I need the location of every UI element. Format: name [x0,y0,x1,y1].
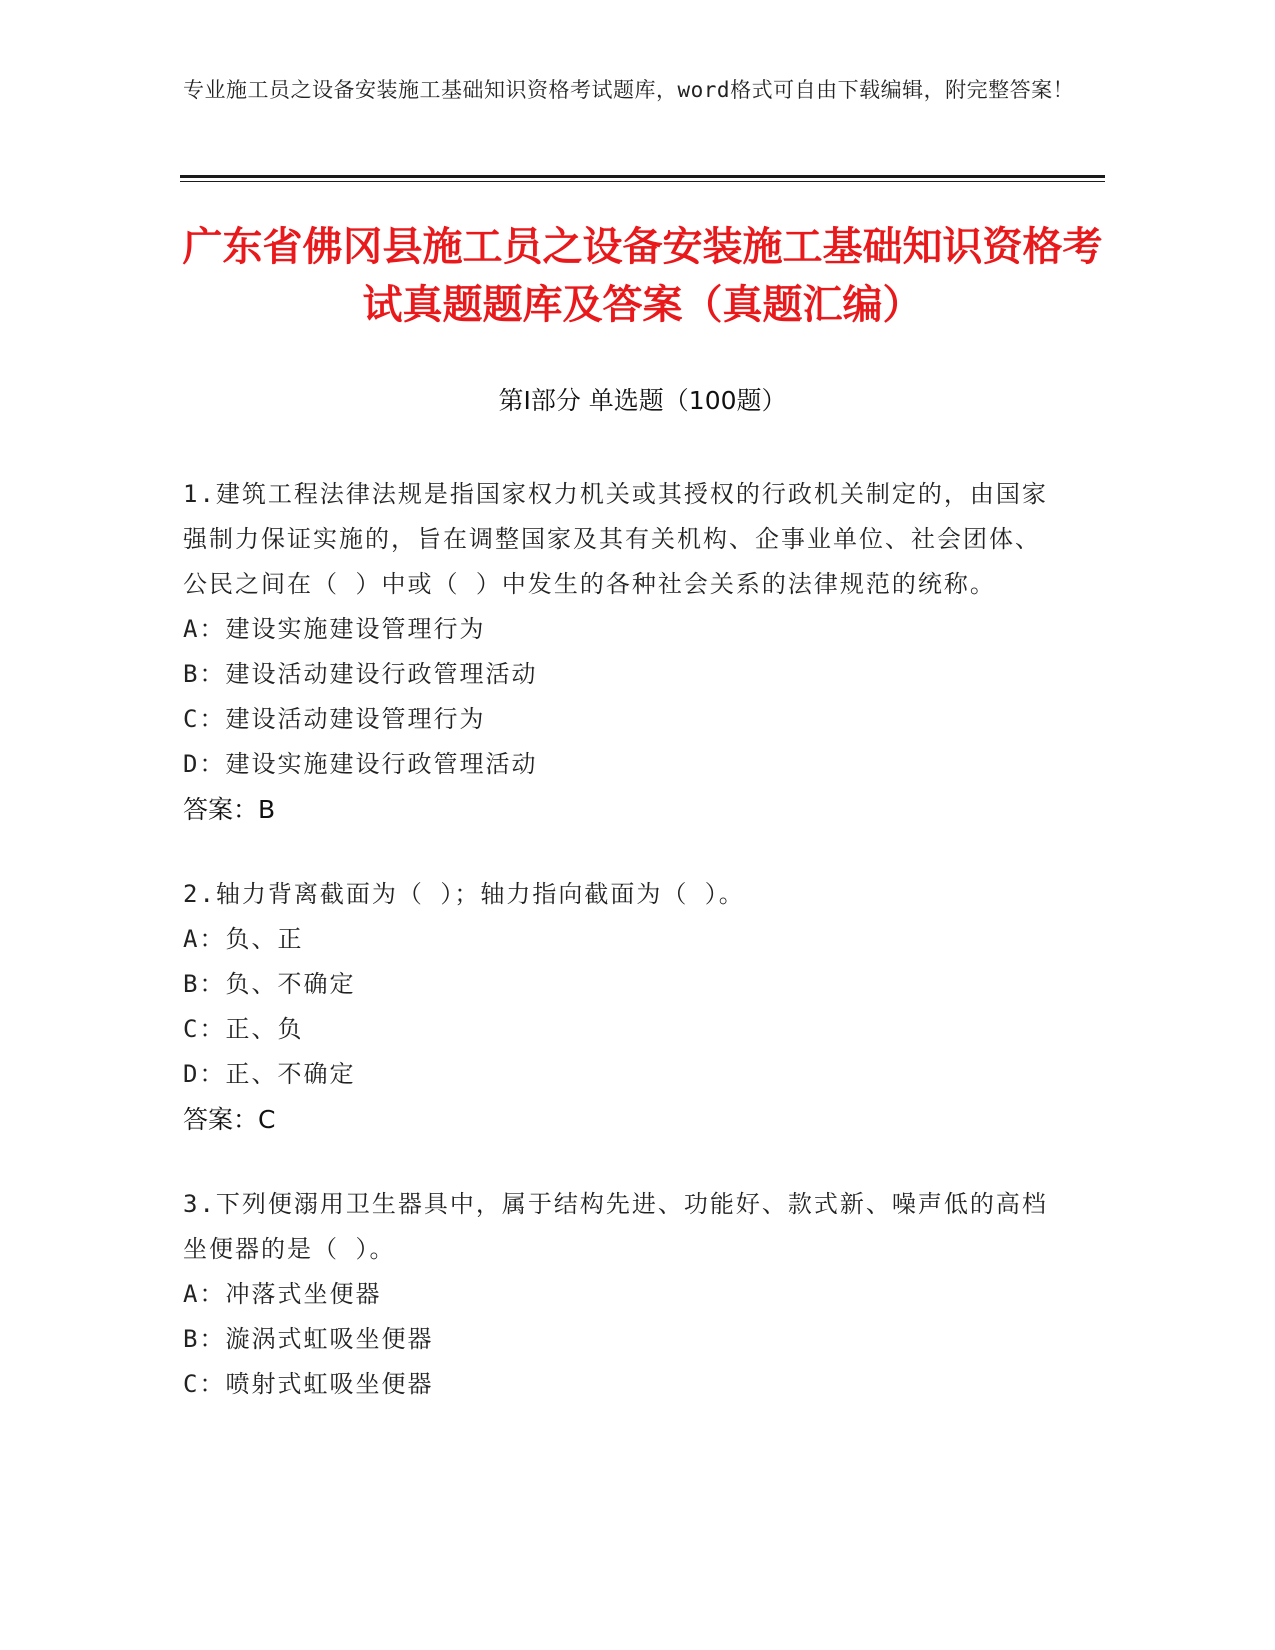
document-title: 广东省佛冈县施工员之设备安装施工基础知识资格考试真题题库及答案（真题汇编） [182,224,1103,328]
question-2 [183,872,1063,1142]
section-title: 第Ⅰ部分 单选题（100题） [498,386,787,415]
option-d: D：正、不确定 [183,1060,356,1088]
question-list [183,472,1063,1447]
header-note: 专业施工员之设备安装施工基础知识资格考试题库，word格式可自由下载编辑，附完整答案！ [183,78,1075,102]
question-text: 1.建筑工程法律法规是指国家权力机关或其授权的行政机关制定的，由国家强制力保证实施的，旨在调整国家及其有关机构、企事业单位、社会团体、公民之间在（ ）中或（ ）中发生的各种社会关系的法律规范的统称。 [183,480,1048,598]
option-a: A：负、正 [183,925,304,953]
header-rule-thin [180,181,1105,182]
option-b: B：漩涡式虹吸坐便器 [183,1325,434,1353]
question-text: 2.轴力背离截面为（ ）；轴力指向截面为（ ）。 [183,880,745,908]
question-1 [183,472,1063,832]
option-c: C：喷射式虹吸坐便器 [183,1370,434,1398]
answer: 答案：B [183,795,276,824]
option-b: B：负、不确定 [183,970,356,998]
option-d: D：建设实施建设行政管理活动 [183,750,538,778]
option-c: C：建设活动建设管理行为 [183,705,486,733]
option-b: B：建设活动建设行政管理活动 [183,660,538,688]
question-3 [183,1182,1063,1407]
option-a: A：建设实施建设管理行为 [183,615,486,643]
question-text: 3.下列便溺用卫生器具中，属于结构先进、功能好、款式新、噪声低的高档坐便器的是（ ）。 [183,1190,1048,1263]
option-a: A：冲落式坐便器 [183,1280,382,1308]
header-rule-thick [180,175,1105,178]
option-c: C：正、负 [183,1015,304,1043]
answer: 答案：C [183,1105,276,1134]
